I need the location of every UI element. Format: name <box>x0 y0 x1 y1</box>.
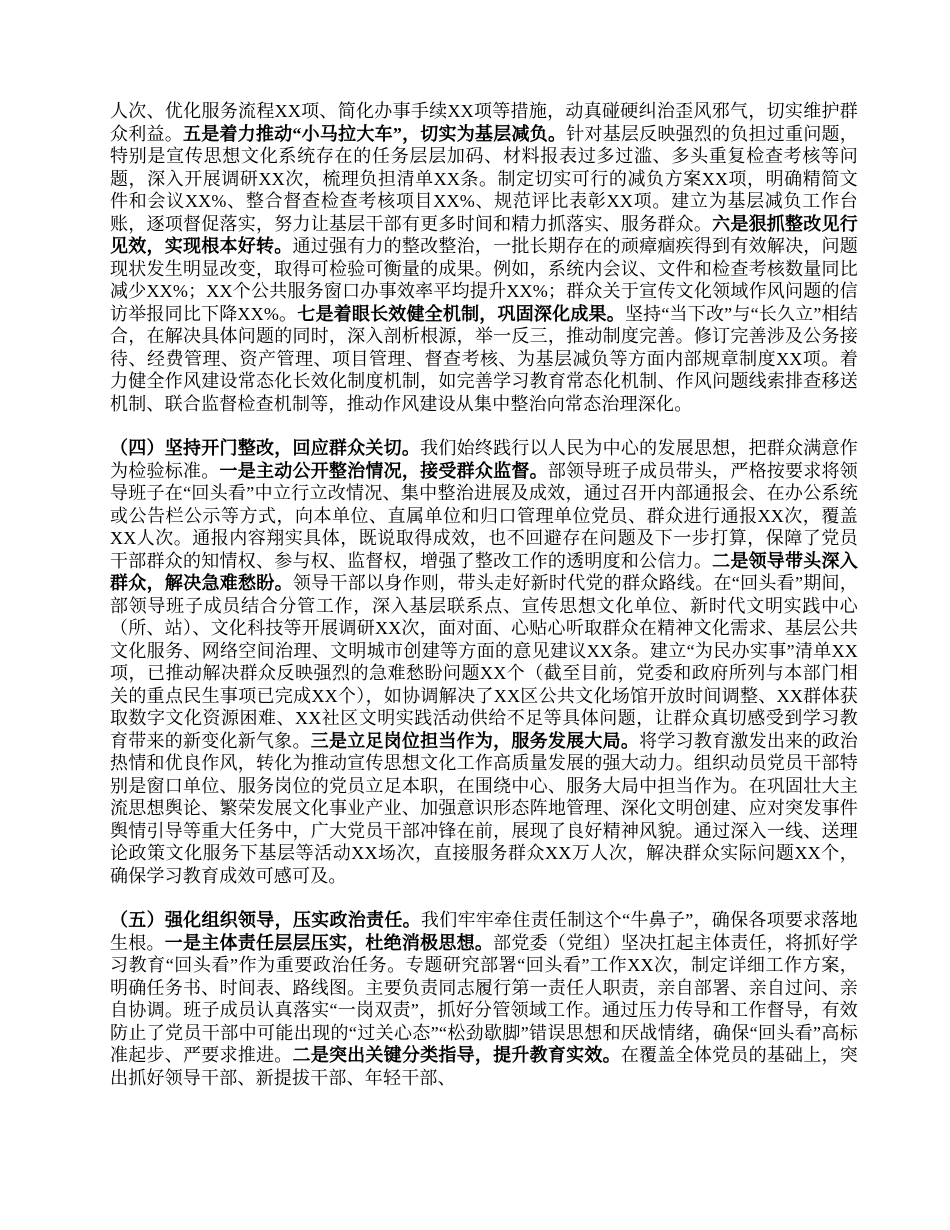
emphasis-text: 六是狠抓整改见行见效，实现根本好转。 <box>110 213 858 256</box>
paragraph <box>110 100 858 415</box>
emphasis-text: 三是立足岗位担当作为，服务发展大局。 <box>310 730 640 751</box>
emphasis-text: 二是领导带头深入群众，解决急难愁盼。 <box>110 550 858 593</box>
emphasis-text: 二是突出关键分类指导，提升教育实效。 <box>292 1045 621 1065</box>
paragraph <box>110 909 858 1089</box>
body-text: 领导干部以身作则，带头走好新时代党的群众路线。在“回头看”期间，部领导班子成员结合分管工作，深入基层联系点、宣传思想文化单位、新时代文明实践中心（所、站）、文化科技等开展调研XX次，面对面、心贴心听取群众在精神文化需求、基层公共文化服务、网络空间治理、文明城市创建等方面的意见建议XX条。建立“为民办实事”清单XX项，已推动解决群众反映强烈的急难愁盼问题XX个（截至目前，党委和政府所列与本部门相关的重点民生事项已完成XX个），如协调解决了XX区公共文化场馆开放时间调整、XX群体获取数字文化资源困难、XX社区文明实践活动供给不足等具体问题，让群众真切感受到学习教育带来的新变化新气象。 <box>110 573 858 751</box>
body-text: 针对基层反映强烈的负担过重问题，特别是宣传思想文化系统存在的任务层层加码、材料报表过多过滥、多头重复检查考核等问题，深入开展调研XX次，梳理负担清单XX条。制定切实可行的减负方案XX项，明确精简文件和会议XX%、整合督查检查考核项目XX%、规范评比表彰XX项。建立为基层减负工作台账，逐项督促落实，努力让基层干部有更多时间和精力抓落实、服务群众。 <box>110 123 858 234</box>
body-text: 通过强有力的整改整治，一批长期存在的顽瘴痼疾得到有效解决，问题现状发生明显改变，取得可检验可衡量的成果。例如，系统内会议、文件和检查考核数量同比减少XX%；XX个公共服务窗口办事效率平均提升XX%；群众关于宣传文化领域作风问题的信访举报同比下降XX%。 <box>110 236 858 324</box>
emphasis-text: 五是着力推动“小马拉大车”，切实为基层减负。 <box>182 123 567 144</box>
body-text: 将学习教育激发出来的政治热情和优良作风，转化为推动宣传思想文化工作高质量发展的强大动力。组织动员党员干部特别是窗口单位、服务岗位的党员立足本职，在围绕中心、服务大局中担当作为。在巩固壮大主流思想舆论、繁荣发展文化事业产业、加强意识形态阵地管理、深化文明创建、应对突发事件舆情引导等重大任务中，广大党员干部冲锋在前，展现了良好精神风貌。通过深入一线、送理论政策文化服务下基层等活动XX场次，直接服务群众XX万人次，解决群众实际问题XX个，确保学习教育成效可感可及。 <box>110 730 858 886</box>
emphasis-text: （五）强化组织领导，压实政治责任。 <box>110 910 421 930</box>
emphasis-text: 一是主动公开整治情况，接受群众监督。 <box>219 460 548 481</box>
body-text: 部领导班子成员带头，严格按要求将领导班子在“回头看”中立行立改情况、集中整治进展及成效，通过召开内部通报会、在办公系统或公告栏公示等方式，向本单位、直属单位和归口管理单位党员、群众进行通报XX次，覆盖XX人次。通报内容翔实具体，既说取得成效，也不回避存在问题及下一步打算，保障了党员干部群众的知情权、参与权、监督权，增强了整改工作的透明度和公信力。 <box>110 460 858 571</box>
body-text: 在覆盖全体党员的基础上，突出抓好领导干部、新提拔干部、年轻干部、 <box>110 1045 858 1088</box>
emphasis-text: 七是着眼长效健全机制，巩固深化成果。 <box>297 303 625 324</box>
paragraph <box>110 437 858 887</box>
body-text: 坚持“当下改”与“长久立”相结合，在解决具体问题的同时，深入剖析根源，举一反三，推动制度完善。修订完善涉及公务接待、经费管理、资产管理、项目管理、督查考核、为基层减负等方面内部规章制度XX项。着力健全作风建设常态化长效化制度机制，如完善学习教育常态化机制、作风问题线索排查移送机制、联合监督检查机制等，推动作风建设从集中整治向常态治理深化。 <box>110 303 858 414</box>
body-text: 部党委（党组）坚决扛起主体责任，将抓好学习教育“回头看”作为重要政治任务。专题研究部署“回头看”工作XX次，制定详细工作方案，明确任务书、时间表、路线图。主要负责同志履行第一责任人职责，亲自部署、亲自过问、亲自协调。班子成员认真落实“一岗双责”，抓好分管领域工作。通过压力传导和工作督导，有效防止了党员干部中可能出现的“过关心态”“松劲歇脚”错误思想和厌战情绪，确保“回头看”高标准起步、严要求推进。 <box>110 932 858 1065</box>
emphasis-text: （四）坚持开门整改，回应群众关切。 <box>110 438 421 458</box>
body-text: 我们牢牢牵住责任制这个“牛鼻子”，确保各项要求落地生根。 <box>110 910 858 953</box>
document-body <box>110 100 858 1089</box>
body-text: 我们始终践行以人民为中心的发展思想，把群众满意作为检验标准。 <box>110 438 858 481</box>
body-text: 人次、优化服务流程XX项、简化办事手续XX项等措施，动真碰硬纠治歪风邪气，切实维护群众利益。 <box>110 101 858 144</box>
emphasis-text: 一是主体责任层层压实，杜绝消极思想。 <box>164 932 494 953</box>
